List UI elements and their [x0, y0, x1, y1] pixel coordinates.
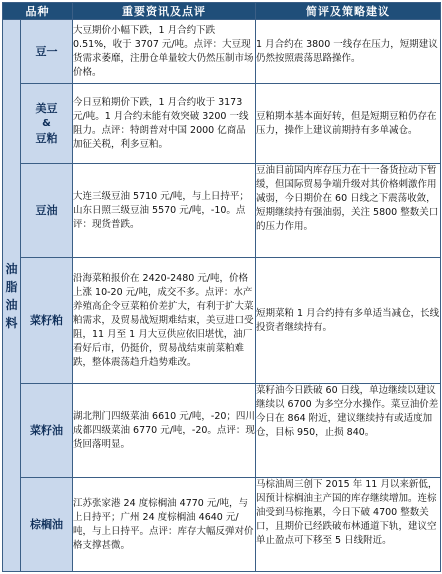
table-row: [3, 20, 441, 84]
advice-cell: 马棕油周三创下 2015 年 11 月以来新低，因预计棕榈油主产国的库存继续增加。连棕油受到马棕拖累，今日下破 4700 整数关口，且期价已经跌破布林通道下轨，建议空单止盈点可下移至 5 日线附近。: [256, 478, 441, 572]
news-cell: 湖北荆门四级菜油 6610 元/吨，-20；四川成都四级菜油 6770 元/吨，-20。点评：现货回落明显。: [73, 384, 256, 478]
advice-cell: 豆粕期本基本面好转，但是短期豆粕仍存在压力，操作上建议前期持有多单减仓。: [256, 84, 441, 164]
news-cell: 大连三级豆油 5710 元/吨，与上日持平；山东日照三级豆油 5570 元/吨，-10。点评：现货普跌。: [73, 164, 256, 258]
market-commentary-table: [2, 2, 441, 572]
header-advice: 简评及策略建议: [256, 3, 441, 20]
variety-cell: 棕榈油: [21, 478, 73, 572]
variety-cell: 豆一: [21, 20, 73, 84]
table-row: [3, 164, 441, 258]
variety-cell: 菜籽粕: [21, 258, 73, 384]
news-cell: 大豆期价小幅下跌，1 月合约下跌 0.51%，收于 3707 元/吨。点评：大豆现货需求萎靡，注册仓单量较大仍然压制市场价格。: [73, 20, 256, 84]
variety-cell: 豆油: [21, 164, 73, 258]
group-label-cell: [3, 20, 21, 572]
header-row: [3, 3, 441, 20]
table-row: [3, 478, 441, 572]
advice-cell: 短期菜粕 1 月合约持有多单适当减仓，长线投资者继续持有。: [256, 258, 441, 384]
news-cell: 沿海菜粕报价在 2420-2480 元/吨，价格上涨 10-20 元/吨，成交不多。点评：水产养殖高企令豆菜粕价差扩大，有利于扩大菜粕需求，及贸易战短期难结束，美豆进口受阻，11 月至 1 月大豆供应依旧堪忧，油厂看好后市，仍挺价，贸易战结束前菜粕难跌，整体震荡趋升趋势难改。: [73, 258, 256, 384]
variety-name-top: 美豆: [35, 102, 58, 115]
variety-cell: [21, 84, 73, 164]
header-news: 重要资讯及点评: [73, 3, 256, 20]
group-label: 油脂油料: [5, 261, 18, 330]
advice-cell: 菜籽油今日跌破 60 日线，单边继续以建议继续以 6700 为多空分水操作。菜豆油价差今日在 864 附近，建议继续持有或适度加仓，目标 950，止损 840。: [256, 384, 441, 478]
table-row: [3, 258, 441, 384]
advice-cell: 1 月合约在 3800 一线存在压力，短期建议仍然按照震荡思路操作。: [256, 20, 441, 84]
variety-name-amp: &: [42, 118, 51, 129]
news-cell: 今日豆粕期价下跌，1 月合约收于 3173 元/吨。1 月合约未能有效突破 3200 一线阻力。点评：特朗普对中国 2000 亿商品加征关税，利多豆粕。: [73, 84, 256, 164]
variety-cell: 菜籽油: [21, 384, 73, 478]
advice-cell: 豆油目前国内库存压力在十一备货拉动下暂缓，但国际贸易争端升级对其价格刺激作用减弱，今日期价在 60 日线之下震荡收敛，短期继续持有强油弱，关注 5800 整数关口的压力作用。: [256, 164, 441, 258]
table-row: [3, 84, 441, 164]
table-row: [3, 384, 441, 478]
news-cell: 江苏张家港 24 度棕榈油 4770 元/吨，与上日持平；广州 24 度棕榈油 4640 元/吨，与上日持平。点评：库存大幅反弹对价格支撑甚微。: [73, 478, 256, 572]
variety-name-bottom: 豆粕: [35, 132, 58, 145]
header-variety: 品种: [3, 3, 73, 20]
